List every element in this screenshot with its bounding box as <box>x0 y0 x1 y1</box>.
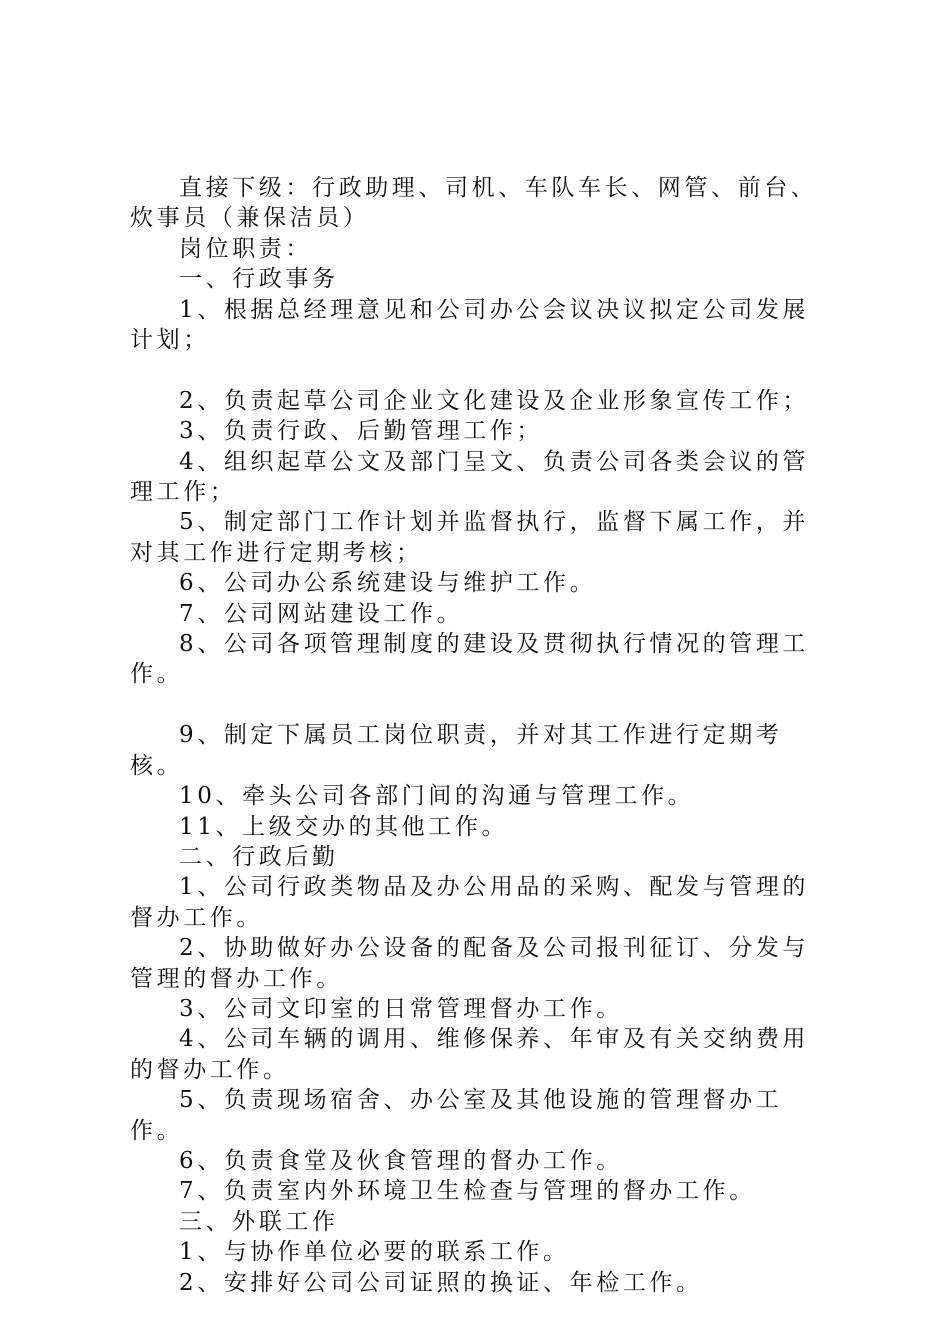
section-2-title: 二、行政后勤 <box>179 843 339 870</box>
section-3-item: 1、与协作单位必要的联系工作。 <box>179 1239 570 1266</box>
section-1-item: 4、组织起草公文及部门呈文、负责公司各类会议的管理工作； <box>130 448 810 506</box>
section-1-item: 7、公司网站建设工作。 <box>179 600 464 627</box>
section-1-item: 8、公司各项管理制度的建设及贯彻执行情况的管理工作。 <box>130 631 810 688</box>
section-1-item: 3、负责行政、后勤管理工作； <box>179 418 544 445</box>
blank-line <box>130 690 832 720</box>
section-1-item: 5、制定部门工作计划并监督执行，监督下属工作，并对其工作进行定期考核； <box>130 509 810 566</box>
section-2-item: 1、公司行政类物品及办公用品的采购、配发与管理的督办工作。 <box>130 874 810 931</box>
section-1-item: 6、公司办公系统建设与维护工作。 <box>179 570 597 597</box>
duties-heading: 岗位职责： <box>179 235 312 262</box>
section-2-item: 2、协助做好办公设备的配备及公司报刊征订、分发与管理的督办工作。 <box>130 935 810 992</box>
section-1-item: 10、牵头公司各部门间的沟通与管理工作。 <box>179 783 695 810</box>
blank-line <box>130 355 832 385</box>
section-2-item: 4、公司车辆的调用、维修保养、年审及有关交纳费用的督办工作。 <box>130 1026 810 1083</box>
section-3-title: 三、外联工作 <box>179 1208 339 1235</box>
section-2-item: 5、负责现场宿舍、办公室及其他设施的管理督办工作。 <box>130 1087 783 1144</box>
section-2-item: 7、负责室内外环境卫生检查与管理的督办工作。 <box>179 1178 756 1205</box>
section-2-item: 6、负责食堂及伙食管理的督办工作。 <box>179 1147 623 1174</box>
section-3-item: 2、安排好公司公司证照的换证、年检工作。 <box>179 1269 703 1296</box>
document-body <box>130 173 832 1298</box>
section-2-item: 3、公司文印室的日常管理督办工作。 <box>179 995 623 1022</box>
section-1-item: 9、制定下属员工岗位职责，并对其工作进行定期考核。 <box>130 722 783 779</box>
section-1-item: 2、负责起草公司企业文化建设及企业形象宣传工作； <box>179 387 810 414</box>
subordinates-paragraph: 直接下级：行政助理、司机、车队车长、网管、前台、炊事员（兼保洁员） <box>130 175 818 232</box>
section-1-item: 1、根据总经理意见和公司办公会议决议拟定公司发展计划； <box>130 296 810 354</box>
section-1-item: 11、上级交办的其他工作。 <box>179 813 509 840</box>
section-1-title: 一、行政事务 <box>179 266 339 293</box>
